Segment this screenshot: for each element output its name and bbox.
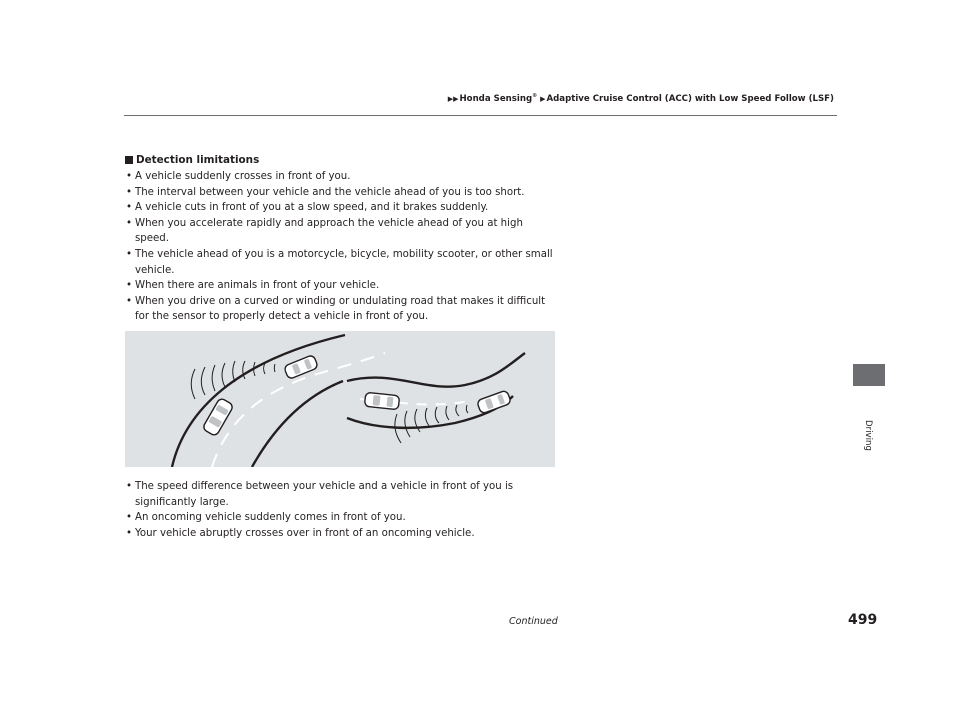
car-middle [364,392,399,409]
list-item-line: vehicle. [135,264,175,276]
curved-road-illustration [125,331,555,467]
list-item-line: The speed difference between your vehicle and a vehicle in front of you is [135,481,514,492]
list-item-line: When you drive on a curved or winding or undulating road that makes it difficult [135,295,546,307]
list-item-line: The vehicle ahead of you is a motorcycle, bicycle, mobility scooter, or other small [135,248,553,260]
list-item: • A vehicle suddenly crosses in front of you. [125,169,565,185]
car-top-left-curve [284,355,319,380]
list-item-line: significantly large. [135,496,229,508]
list-item [125,479,565,510]
list-item: • Your vehicle abruptly crosses over in front of an oncoming vehicle. [125,526,565,542]
header-rule [124,115,837,116]
chapter-label: Driving [863,420,873,451]
section-heading [125,154,259,166]
limitations-list-continued [125,479,565,541]
road-illustration-svg [125,331,555,467]
list-item: • A vehicle cuts in front of you at a slow speed, and it brakes suddenly. [125,200,565,216]
list-item [125,294,565,325]
breadcrumb-arrow-icon: ▶ [540,94,546,103]
list-item: • The interval between your vehicle and the vehicle ahead of you is too short. [125,185,565,201]
heading-square-icon [125,156,133,164]
list-item-line: for the sensor to properly detect a vehicle in front of you. [135,311,429,323]
list-item [125,247,565,278]
list-item [125,216,565,247]
breadcrumb-item-1: Honda Sensing [459,93,533,104]
radar-waves-right [395,405,468,443]
chapter-tab [853,364,885,386]
limitations-list [125,169,565,325]
continued-note: Continued [509,616,558,627]
breadcrumb-item-2: Adaptive Cruise Control (ACC) with Low Speed Follow (LSF) [546,93,834,104]
breadcrumb [434,93,834,104]
list-item: • When there are animals in front of your vehicle. [125,278,565,294]
road-edge-right [252,381,343,467]
section-heading-text: Detection limitations [136,154,260,166]
road-edge-upper-right [347,353,525,387]
page-number: 499 [848,612,878,628]
list-item-line: speed. [135,233,170,245]
registered-mark: ® [532,93,538,99]
list-item-line: When you accelerate rapidly and approach the vehicle ahead of you at high [135,217,523,229]
list-item: • An oncoming vehicle suddenly comes in front of you. [125,510,565,526]
breadcrumb-arrow-icon: ▶▶ [447,94,459,103]
